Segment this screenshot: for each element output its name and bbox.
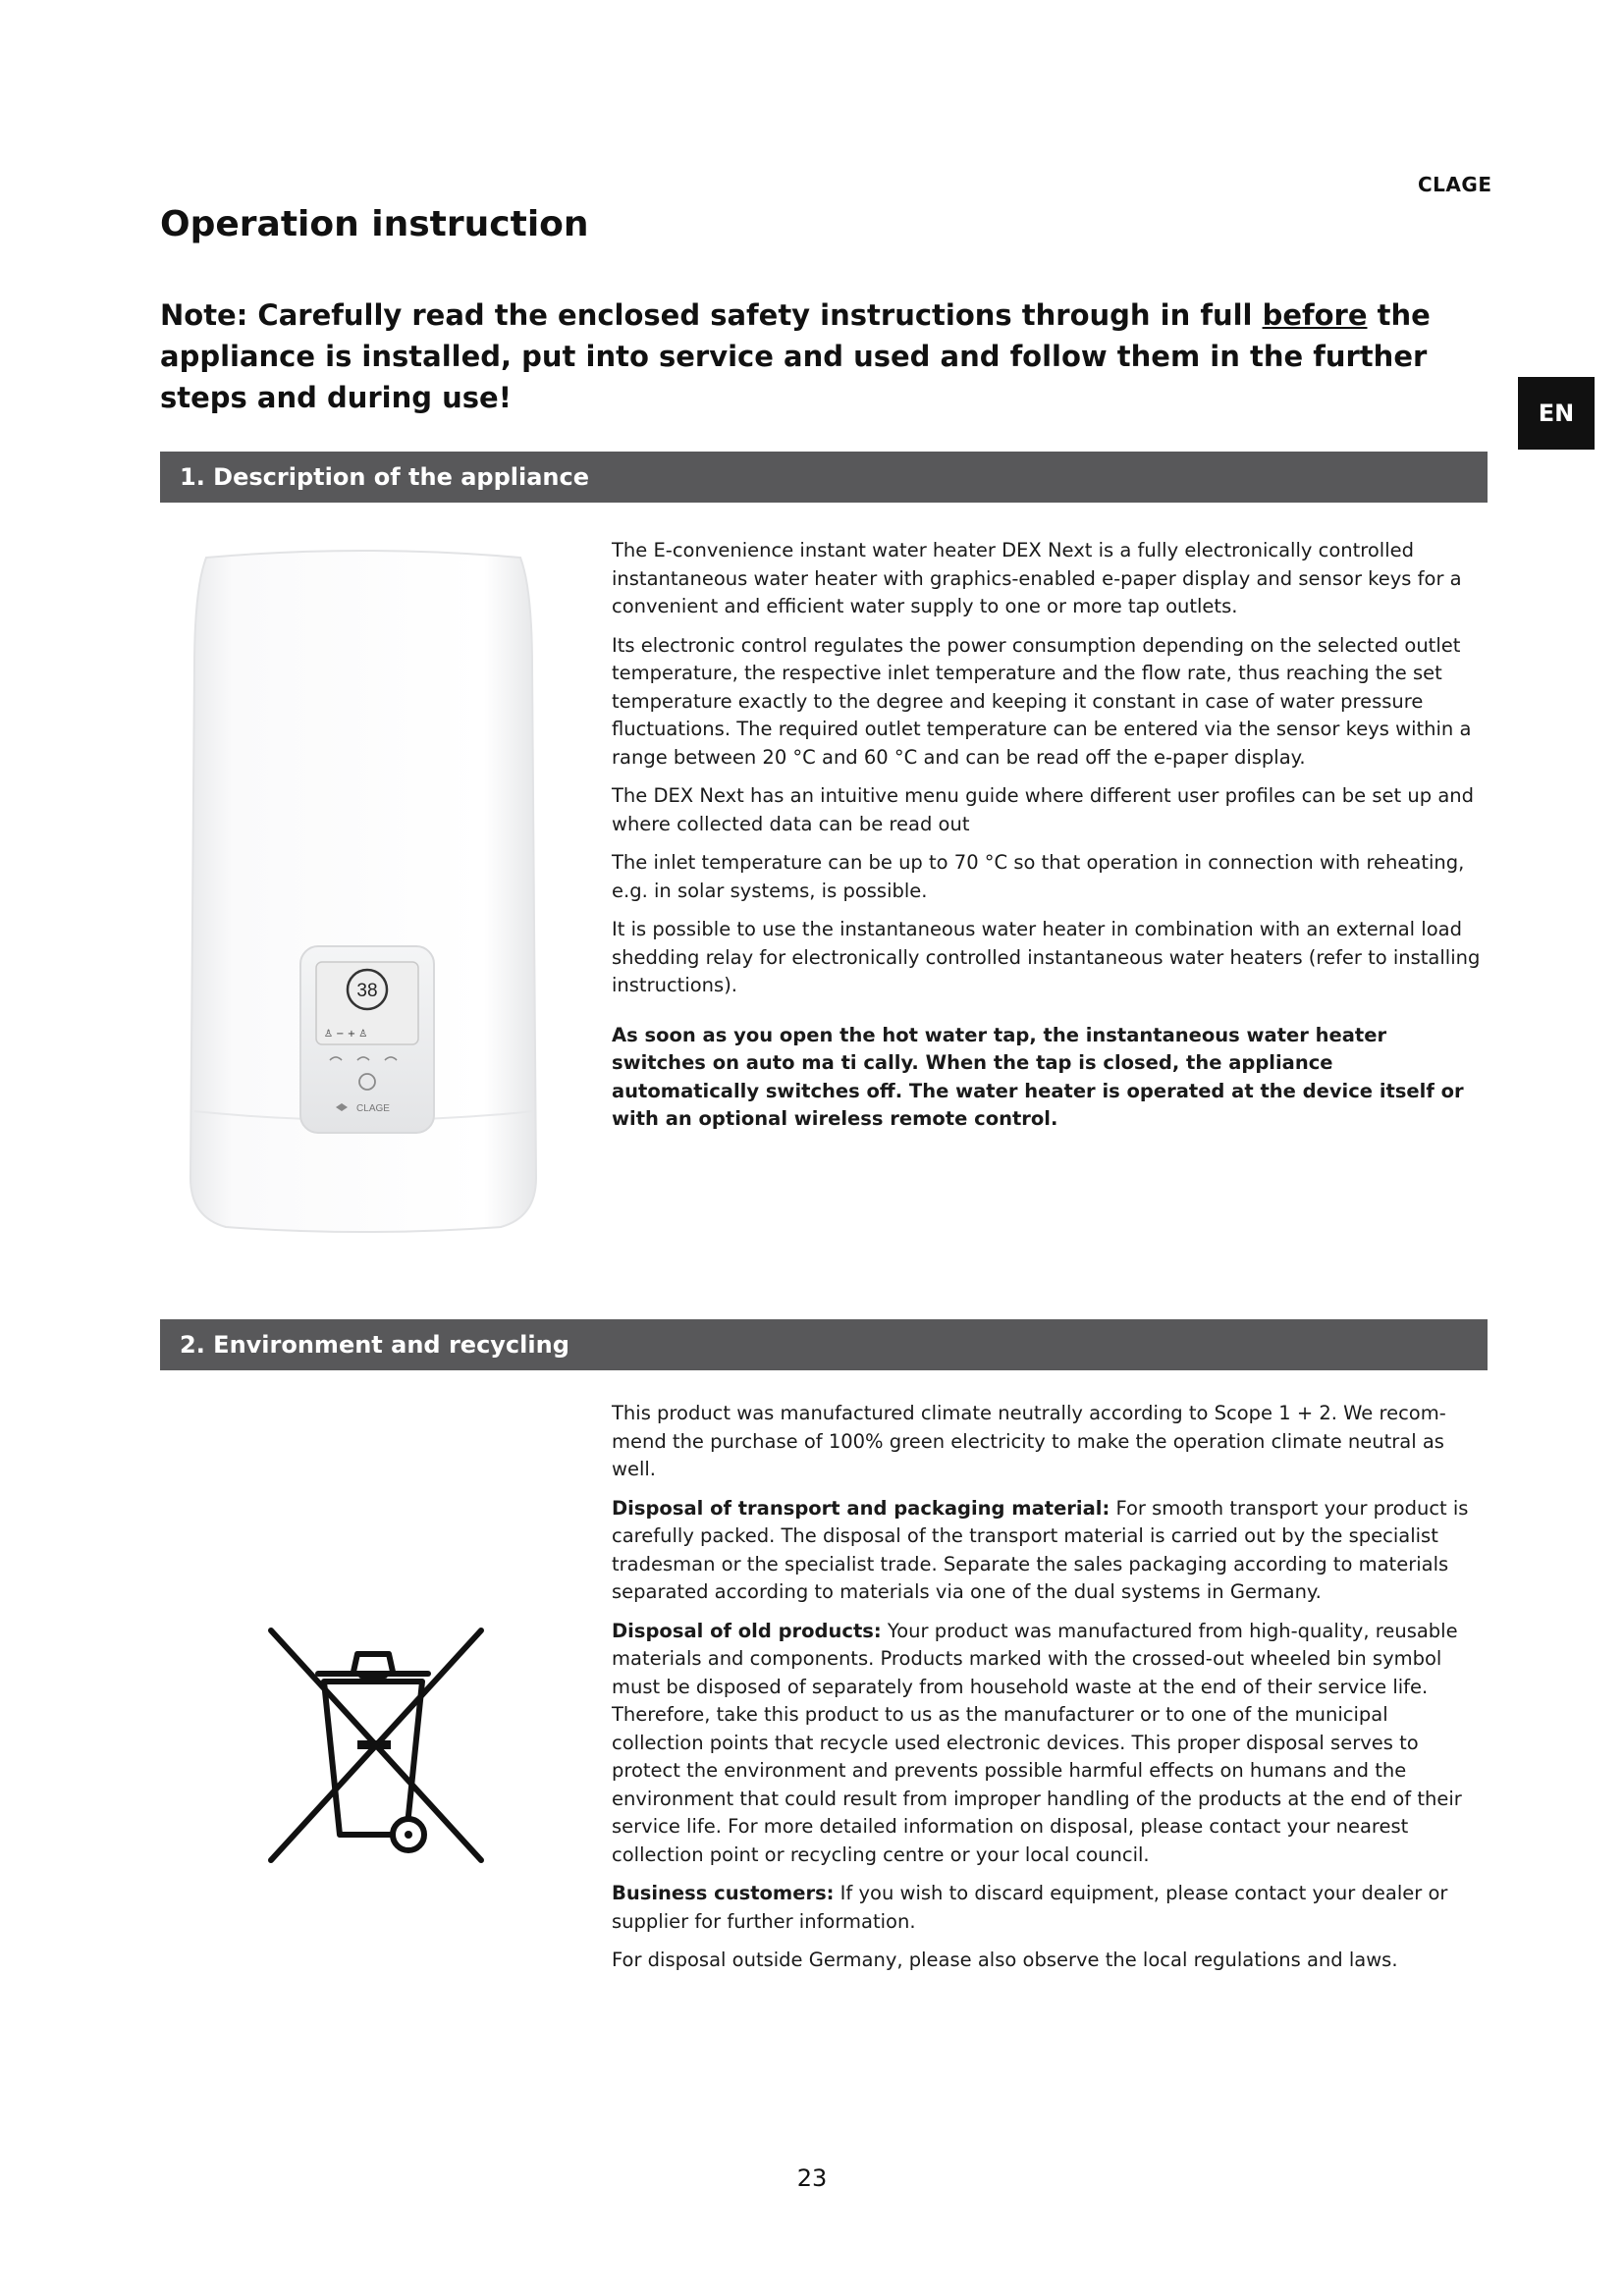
crossed-out-wheeled-bin-icon [263, 1625, 489, 1870]
environment-intro: This product was manufactured climate neutrally according to Scope 1 + 2. We recommend the purchase of 100% green electricity to make the operation climate neutral as well. [612, 1402, 1446, 1480]
business-customers-label: Business customers: [612, 1882, 835, 1904]
description-paragraph: It is possible to use the instantaneous water heater in combination with an external load shedding relay for electronically controlled instantaneous water heaters (refer to installing instructions). [612, 918, 1481, 996]
environment-text [612, 1400, 1486, 1986]
safety-note-emphasis: before [1262, 298, 1368, 332]
old-products-text: Your product was manufactured from high-quality, reusable materials and components. Products marked with the crossed-out wheeled bin symbol must be disposed of separately from household waste at the end of their service life. Therefore, take this product to us as the manufacturer or to one of the municipal collection points that recycle used electronic devices. This proper disposal serves to protect the environment and prevents possible harmful effects on humans and the environment that could result from improper handling of the products at the end of their service life. For more detailed information on disposal, please contact your nearest collection point or recycling centre or your local council. [612, 1619, 1462, 1866]
description-paragraph: Its electronic control regulates the power consumption depending on the selected outlet temperature, the respective inlet temperature and the flow rate, thus reaching the set temperature exactly to the degree and keeping it constant in case of water pressure fluctuations. The required outlet temperature can be entered via the sensor keys within a range between 20 °C and 60 °C and can be read off the e-paper display. [612, 633, 1472, 769]
safety-note [160, 294, 1495, 418]
outside-germany-paragraph: For disposal outside Germany, please also observe the local regulations and laws. [612, 1949, 1398, 1971]
old-products-label: Disposal of old products: [612, 1619, 882, 1642]
page-title: Operation instruction [160, 204, 589, 244]
description-paragraph: The E-convenience instant water heater DEX Next is a fully electronically controlled instantaneous water heater with graphics-enabled e-paper display and sensor keys for a convenient and efficient water supply to one or more tap outlets. [612, 539, 1462, 617]
section-heading-environment: 2. Environment and recycling [160, 1319, 1488, 1370]
language-tab: EN [1518, 377, 1595, 450]
description-paragraph: The DEX Next has an intuitive menu guide where different user profiles can be set up and where collected data can be read out [612, 784, 1475, 835]
page-number: 23 [796, 2164, 828, 2192]
transport-disposal-label: Disposal of transport and packaging material: [612, 1496, 1110, 1520]
transport-disposal-paragraph [612, 1495, 1486, 1607]
brand-name: CLAGE [1418, 173, 1492, 196]
safety-note-post: the appliance is installed, put into service and used and follow them in the further steps and during use! [160, 298, 1431, 414]
safety-note-pre: Note: Carefully read the enclosed safety instructions through in full [160, 298, 1263, 332]
svg-text:♙ − + ♙: ♙ − + ♙ [324, 1029, 368, 1040]
display-temperature: 38 [356, 981, 378, 1001]
section-heading-description: 1. Description of the appliance [160, 452, 1488, 503]
water-heater-image [187, 550, 540, 1237]
business-customers-text: If you wish to discard equipment, please contact your dealer or supplier for further information. [612, 1882, 1448, 1933]
description-text [612, 537, 1486, 1145]
description-paragraph: The inlet temperature can be up to 70 °C so that operation in connection with reheating, e.g. in solar systems, is possible. [612, 851, 1465, 902]
description-paragraph-bold: As soon as you open the hot water tap, the instantaneous water heater switches on auto ma ti cally. When the tap is closed, the appliance automatically switches off. The water heater is operated at the device itself or with an optional wireless remote control. [612, 1023, 1464, 1130]
transport-disposal-text: For smooth transport your product is carefully packed. The disposal of the transport material is carried out by the specialist tradesman or the specialist trade. Separate the sales packaging according to materials separated according to materials via one of the dual systems in Germany. [612, 1496, 1469, 1603]
business-customers-paragraph [612, 1880, 1486, 1936]
heater-logo: CLAGE [356, 1103, 390, 1114]
old-products-paragraph [612, 1618, 1486, 1870]
